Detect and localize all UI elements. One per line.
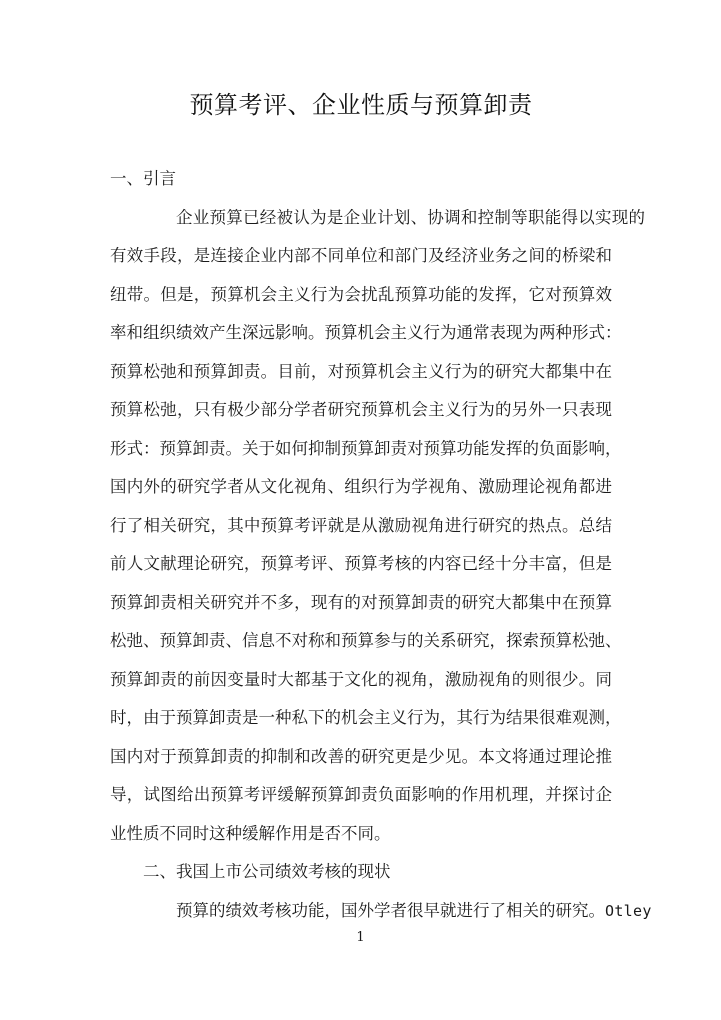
line-text (143, 892, 652, 931)
paragraph-line (110, 584, 612, 623)
page-title: 预算考评、企业性质与预算卸责 (189, 91, 533, 119)
line-text: 纽带。但是，预算机会主义行为会扰乱预算功能的发挥，它对预算效 (110, 284, 612, 304)
paragraph-line (110, 892, 652, 931)
paragraph-line (110, 430, 622, 469)
line-text: 预算的绩效考核功能，国外学者很早就进行了相关的研究。 (176, 900, 605, 920)
paragraph-performance-review (110, 892, 652, 931)
paragraph-line (110, 507, 612, 546)
line-text: 行了相关研究，其中预算考评就是从激励视角进行研究的热点。总结 (110, 515, 612, 535)
page-content (110, 0, 652, 930)
paragraph-line (110, 391, 612, 430)
line-text: 业性质不同时这种缓解作用是否不同。 (110, 823, 391, 843)
paragraph-line (110, 353, 612, 392)
line-text: 预算卸责相关研究并不多，现有的对预算卸责的研究大都集中在预算 (110, 592, 612, 612)
citation-author-name: Otley (605, 901, 652, 920)
title-body-spacer (110, 122, 612, 160)
line-text: 前人文献理论研究，预算考评、预算考核的内容已经十分丰富，但是 (110, 554, 612, 573)
line-text: 松弛、预算卸责、信息不对称和预算参与的关系研究，探索预算松弛、 (110, 631, 622, 650)
paragraph-line (110, 276, 612, 315)
paragraph-line (110, 661, 612, 700)
paragraph-line (110, 237, 612, 276)
line-text: 国内对于预算卸责的抑制和改善的研究更是少见。本文将通过理论推 (110, 746, 612, 766)
line-text: 预算松弛，只有极少部分学者研究预算机会主义行为的另外一只表现 (110, 400, 612, 419)
line-text: 时，由于预算卸责是一种私下的机会主义行为，其行为结果很难观测， (110, 708, 622, 727)
paragraph-line (110, 622, 622, 661)
paragraph-line (110, 314, 622, 353)
paragraph-line (110, 468, 612, 507)
page-number: 1 (356, 930, 365, 945)
paragraph-line (110, 545, 612, 584)
section-heading-2: 二、我国上市公司绩效考核的现状 (143, 862, 391, 881)
line-text: 预算松弛和预算卸责。目前，对预算机会主义行为的研究大都集中在 (110, 361, 612, 381)
line-text: 国内外的研究学者从文化视角、组织行为学视角、激励理论视角都进 (110, 477, 612, 496)
section-heading-1: 一、引言 (110, 169, 176, 188)
paragraph-line (110, 776, 612, 815)
line-text: 企业预算已经被认为是企业计划、协调和控制等职能得以实现的 (176, 207, 645, 227)
paragraph-line (110, 699, 622, 738)
paragraph-line (110, 738, 612, 777)
line-text: 率和组织绩效产生深远影响。预算机会主义行为通常表现为两种形式： (110, 323, 622, 342)
line-text: 导，试图给出预算考评缓解预算卸责负面影响的作用机理，并探讨企 (110, 785, 612, 804)
paragraph-line (110, 815, 612, 854)
line-text: 形式：预算卸责。关于如何抑制预算卸责对预算功能发挥的负面影响， (110, 438, 622, 458)
line-text: 预算卸责的前因变量时大都基于文化的视角，激励视角的则很少。同 (110, 669, 612, 689)
paragraph-introduction (110, 199, 645, 854)
paragraph-line (110, 199, 645, 238)
line-text: 有效手段，是连接企业内部不同单位和部门及经济业务之间的桥梁和 (110, 246, 612, 265)
